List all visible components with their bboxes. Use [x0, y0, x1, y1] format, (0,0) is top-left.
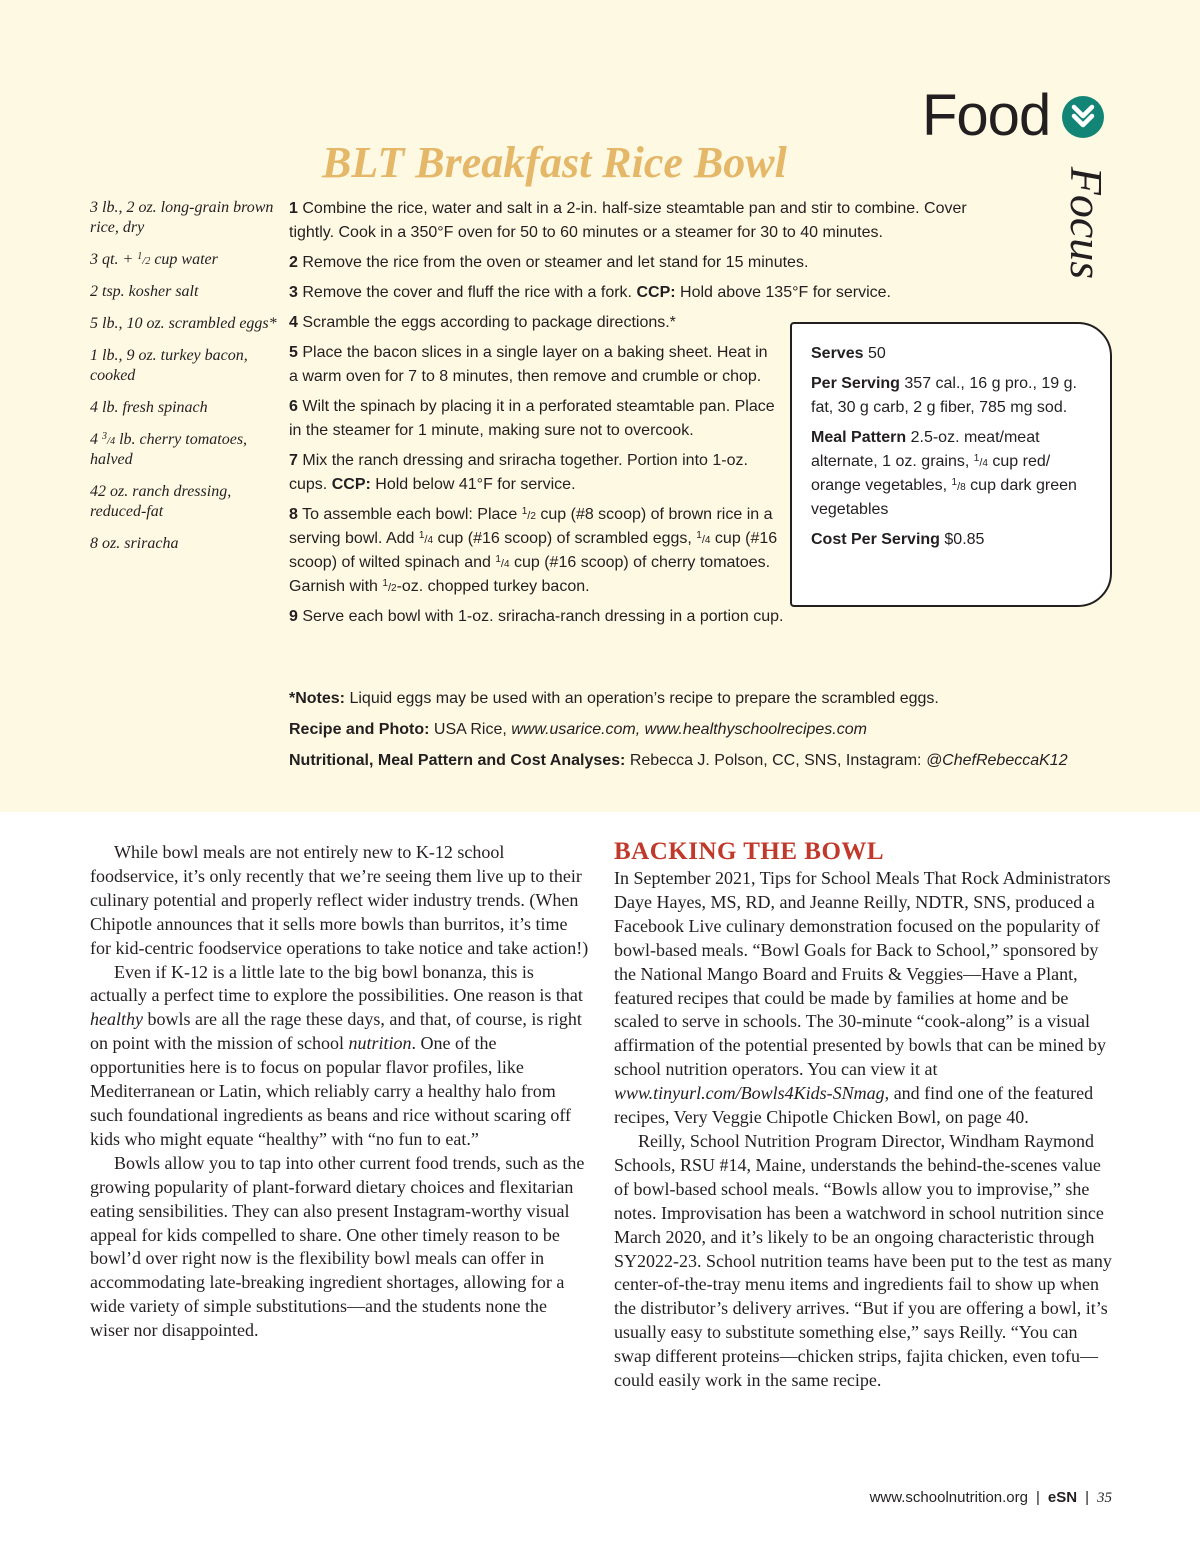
serves-row: Serves 50 [811, 345, 886, 362]
recipe-notes [289, 687, 1109, 780]
double-chevron-down-icon [1062, 96, 1104, 138]
step-8: 8 To assemble each bowl: Place $^1$/2 cup (#8 scoop) of brown rice in a serving bowl. Add $^1$/4 cup (#16 scoop) of scrambled eggs, $^1$/4 cup (#16 scoop) of wilted spinach and $^1$/4 cup (#16 scoop) of cherry tomatoes. Garnish with $^1$/2-oz. chopped turkey bacon. [289, 506, 778, 595]
step-2: 2 Remove the rice from the oven or steamer and let stand for 15 minutes. [289, 254, 809, 271]
article-column-right [614, 838, 1114, 1393]
step-5: 5 Place the bacon slices in a single layer on a baking sheet. Heat in a warm oven for 7 to 8 minutes, then remove and crumble or chop. [289, 344, 768, 385]
ingredient-item: 3 lb., 2 oz. long-grain brown rice, dry [90, 199, 274, 236]
analysis-credit: Nutritional, Meal Pattern and Cost Analyses: Rebecca J. Polson, CC, SNS, Instagram: @ChefRebeccaK12 [289, 752, 1068, 769]
footer-magazine: eSN [1047, 1489, 1078, 1506]
ingredient-item: 5 lb., 10 oz. scrambled eggs* [90, 315, 277, 332]
meal-pattern-row: Meal Pattern 2.5-oz. meat/meat alternate, 1 oz. grains, $^1$/4 cup red/ orange vegetables, $^1$/8 cup dark green vegetables [811, 429, 1077, 518]
article-paragraph: Bowls allow you to tap into other current food trends, such as the growing popularity of plant-forward dietary choices and flexitarian eating sensibilities. They can also present Instagram-worthy visual appeal for kids compelled to share. One other timely reason to be bowl’d over right now is the flexibility bowl meals can offer in accommodating late-breaking ingredient shortages, allowing for a wide variety of simple substitutions—and the students none the wiser nor disappointed. [90, 1152, 585, 1341]
ingredient-item: 3 qt. + $^1$/2 cup water [90, 251, 218, 268]
ingredients-list [90, 198, 280, 566]
notes-line: *Notes: Liquid eggs may be used with an operation’s recipe to prepare the scrambled eggs. [289, 690, 939, 707]
ingredient-item: 4 lb. fresh spinach [90, 399, 208, 416]
photo-credit-links: www.usarice.com, www.healthyschoolrecipes.com [511, 721, 867, 738]
video-link: www.tinyurl.com/Bowls4Kids-SNmag, [614, 1083, 890, 1104]
ingredient-item: 2 tsp. kosher salt [90, 283, 199, 300]
cost-row: Cost Per Serving $0.85 [811, 531, 985, 548]
article-paragraph: While bowl meals are not entirely new to K-12 school foodservice, it’s only recently that we’re seeing them live up to their culinary potential and properly reflect wider industry trends. (When Chipotle announces that it sells more bowls than burritos, it’s time for kid-centric foodservice operations to take notice and take action!) [90, 842, 589, 958]
recipe-title: BLT Breakfast Rice Bowl [322, 138, 787, 187]
per-serving-row: Per Serving 357 cal., 16 g pro., 19 g. fat, 30 g carb, 2 g fiber, 785 mg sod. [811, 375, 1077, 416]
page-footer: www.schoolnutrition.org | eSN | 35 [869, 1489, 1112, 1506]
article-paragraph: Reilly, School Nutrition Program Director, Windham Raymond Schools, RSU #14, Maine, understands the behind-the-scenes value of bowl-based school meals. “Bowls allow you to improvise,” she notes. Improvisation has been a watchword in school nutrition since March 2020, and it’s likely to be an ongoing characteristic through SY2022-23. School nutrition teams have been put to the test as many center-of-the-tray menu items and ingredients fail to show up when the distributor’s delivery arrives. “But if you are offering a bowl, it’s usually easy to substitute something else,” says Reilly. “You can swap different proteins—chicken strips, fajita chicken, even tofu—could easily work in the same recipe. [614, 1130, 1112, 1391]
section-title-focus: Focus [1061, 166, 1112, 280]
instagram-handle: @ChefRebeccaK12 [925, 752, 1068, 769]
page-number: 35 [1097, 1490, 1112, 1506]
footer-url: www.schoolnutrition.org [869, 1489, 1028, 1506]
nutrition-box [790, 322, 1112, 607]
step-9: 9 Serve each bowl with 1-oz. sriracha-ranch dressing in a portion cup. [289, 608, 784, 625]
article-paragraph: Even if K-12 is a little late to the big bowl bonanza, this is actually a perfect time to explore the possibilities. One reason is that healthy bowls are all the rage these days, and that, of course, is right on point with the mission of school nutrition. One of the opportunities here is to focus on popular flavor profiles, like Mediterranean or Latin, which reliably carry a healthy halo from such foundational ingredients as beans and rice without scaring off kids who might equate “healthy” with “no fun to eat.” [90, 961, 583, 1149]
sidebar-heading: BACKING THE BOWL [614, 838, 885, 865]
section-title-food: Food [922, 83, 1051, 148]
article-paragraph: In September 2021, Tips for School Meals That Rock Administrators Daye Hayes, MS, RD, and Jeanne Reilly, NDTR, SNS, produced a Facebook Live culinary demonstration focused on the popularity of bowl-based meals. “Bowl Goals for Back to School,” sponsored by the National Mango Board and Fruits & Veggies—Have a Plant, featured recipes that could be made by families at home and be scaled to serve in schools. The 30-minute “cook-along” is a visual affirmation of the potential presented by bowls that can be mined by school nutrition operators. You can view it at www.tinyurl.com/Bowls4Kids-SNmag, and find one of the featured recipes, Very Veggie Chipotle Chicken Bowl, on page 40. [614, 868, 1111, 1128]
photo-credit: Recipe and Photo: USA Rice, www.usarice.com, www.healthyschoolrecipes.com [289, 721, 867, 738]
article-column-left [90, 841, 590, 1343]
step-6: 6 Wilt the spinach by placing it in a perforated steamtable pan. Place in the steamer for 1 minute, making sure not to overcook. [289, 398, 775, 439]
step-7: 7 Mix the ranch dressing and sriracha together. Portion into 1-oz. cups. CCP: Hold below 41°F for service. [289, 452, 748, 493]
step-1: 1 Combine the rice, water and salt in a 2-in. half-size steamtable pan and stir to combine. Cover tightly. Cook in a 350°F oven for 50 to 60 minutes or a steamer for 30 to 40 minutes. [289, 200, 967, 241]
ingredient-item: 1 lb., 9 oz. turkey bacon, cooked [90, 347, 248, 384]
ingredient-item: 4 $^3$/4 lb. cherry tomatoes, halved [90, 431, 248, 468]
step-3: 3 Remove the cover and fluff the rice with a fork. CCP: Hold above 135°F for service. [289, 284, 891, 301]
ingredient-item: 8 oz. sriracha [90, 535, 179, 552]
ingredient-item: 42 oz. ranch dressing, reduced-fat [90, 483, 232, 520]
step-4: 4 Scramble the eggs according to package directions.* [289, 314, 676, 331]
